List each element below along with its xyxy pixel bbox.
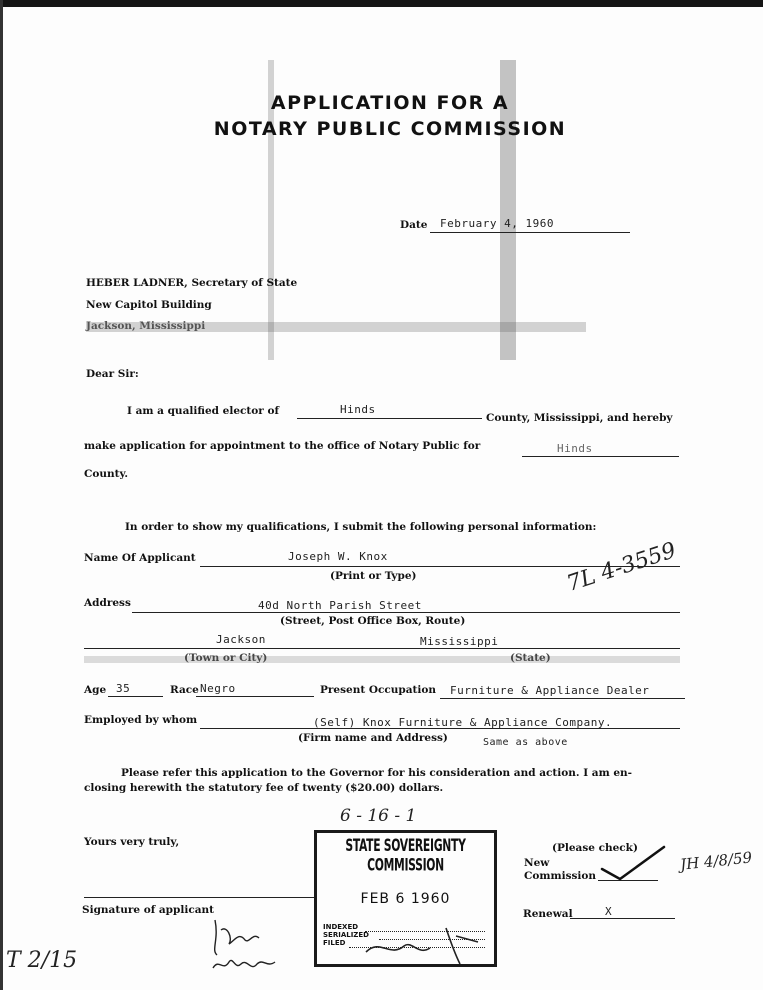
handwritten-margin-note: T 2/15	[6, 948, 78, 973]
scan-smudge	[84, 656, 680, 663]
occupation-line	[440, 698, 685, 699]
name-caption: (Print or Type)	[330, 570, 417, 582]
recipient-building: New Capitol Building	[86, 299, 212, 311]
age-value: 35	[116, 682, 131, 695]
closing-text: Please refer this application to the Governor for his consideration and action. I am en-	[121, 767, 633, 779]
renewal-line	[570, 918, 675, 919]
stamp-label-filed: FILED	[323, 939, 346, 947]
scan-top-border	[0, 0, 763, 7]
scan-smudge	[86, 322, 586, 332]
state-caption: (State)	[510, 652, 551, 664]
signature-line-top	[84, 897, 314, 898]
form-title-line1: APPLICATION FOR A	[270, 92, 510, 114]
employer-value: (Self) Knox Furniture & Appliance Company.	[313, 716, 613, 729]
occupation-value: Furniture & Appliance Dealer	[450, 684, 650, 697]
city-line	[84, 648, 680, 649]
body-text: I am a qualified elector of	[127, 405, 279, 417]
stamp-date: FEB 6 1960	[360, 891, 451, 907]
recipient-name: HEBER LADNER, Secretary of State	[86, 277, 298, 289]
body-text: County, Mississippi, and hereby	[486, 412, 673, 424]
name-value: Joseph W. Knox	[288, 550, 388, 563]
renewal-mark: X	[605, 905, 613, 918]
address-label: Address	[84, 597, 131, 609]
stamp-label-indexed: INDEXED	[323, 923, 359, 931]
county-value: Hinds	[340, 403, 376, 416]
stamp-label-serialized: SERIALIZED	[323, 931, 369, 939]
handwritten-file-number: 6 - 16 - 1	[340, 806, 417, 826]
employer-line	[200, 728, 680, 729]
new-commission-label: New Commission	[524, 857, 597, 882]
race-label: Race	[170, 684, 199, 696]
date-value: February 4, 1960	[440, 217, 554, 230]
closing-text: closing herewith the statutory fee of twenty ($20.00) dollars.	[84, 782, 444, 794]
stamp-heading: STATE SOVEREIGNTY COMMISSION	[345, 835, 466, 875]
name-label: Name Of Applicant	[84, 552, 196, 564]
salutation: Dear Sir:	[86, 368, 139, 380]
city-value: Jackson	[216, 633, 266, 646]
age-label: Age	[84, 684, 107, 696]
body-text: make application for appointment to the office of Notary Public for	[84, 440, 481, 452]
race-value: Negro	[200, 682, 236, 695]
applicant-signature	[205, 910, 295, 980]
address-line	[132, 612, 680, 613]
yours-truly: Yours very truly,	[84, 836, 180, 848]
age-line	[108, 696, 163, 697]
check-mark-icon	[598, 845, 668, 885]
date-label: Date	[400, 219, 428, 231]
handwritten-phone: 7L 4-3559	[563, 538, 680, 597]
form-title-line2: NOTARY PUBLIC COMMISSION	[213, 118, 567, 140]
stamp-initials-scribble	[360, 918, 500, 968]
city-caption: (Town or City)	[184, 652, 268, 664]
handwritten-initials-date: JH 4/8/59	[679, 848, 753, 874]
county-line	[297, 418, 482, 419]
occupation-label: Present Occupation	[320, 684, 437, 696]
recipient-city: Jackson, Mississippi	[86, 320, 206, 332]
employer-label: Employed by whom	[84, 714, 198, 726]
state-value: Mississippi	[420, 635, 499, 648]
renewal-label: Renewal	[523, 908, 573, 920]
employer-note: Same as above	[483, 737, 568, 748]
address-value: 40d North Parish Street	[258, 599, 422, 612]
employer-caption: (Firm name and Address)	[298, 732, 448, 744]
date-line	[430, 232, 630, 233]
signature-label: Signature of applicant	[82, 904, 215, 916]
race-line	[196, 696, 314, 697]
please-check: (Please check)	[552, 842, 638, 854]
address-caption: (Street, Post Office Box, Route)	[280, 615, 466, 627]
body-text: In order to show my qualifications, I submit the following personal information:	[125, 521, 597, 533]
county-line-2	[522, 456, 679, 457]
county-value-2: Hinds	[557, 442, 593, 455]
body-text: County.	[84, 468, 129, 480]
scan-left-border	[0, 0, 3, 990]
